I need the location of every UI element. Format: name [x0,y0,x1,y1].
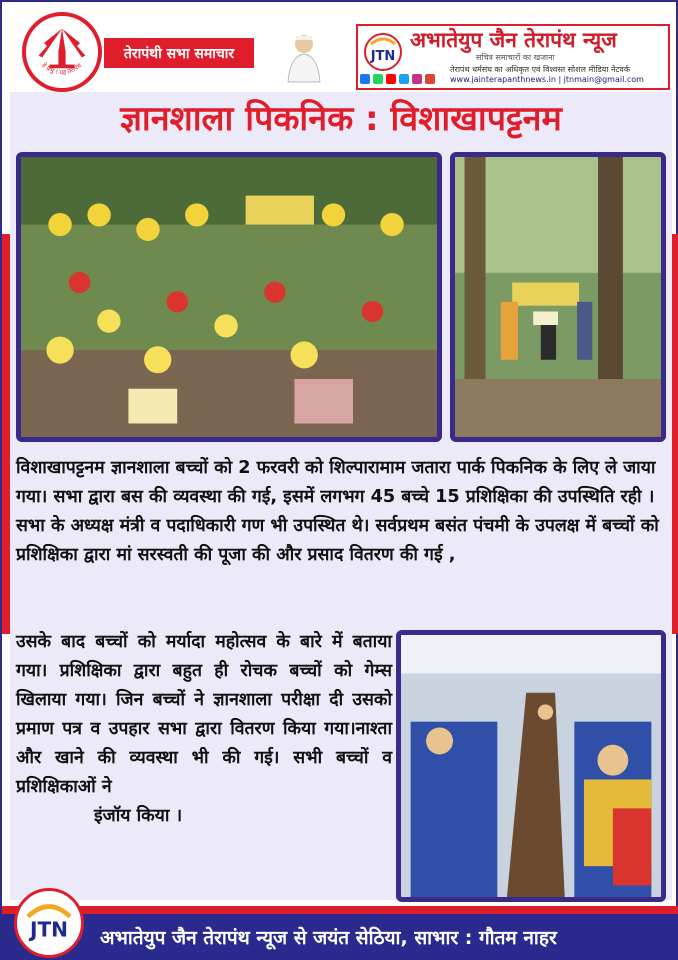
jtn-header-box [356,24,670,90]
logo-caption: हे प्रभु ! यह तेरापंथ [40,61,83,77]
social-icons [360,74,435,84]
group-photo [16,152,442,442]
article-paragraph-2-end: इंजॉय किया । [94,806,183,826]
bus-photo [396,630,666,902]
youtube-icon[interactable] [386,74,396,84]
page-title: ज्ञानशाला पिकनिक : विशाखापट्टनम [120,99,562,139]
footer-red-strip [2,906,678,914]
jtn-title: अभातेयुप जैन तेरापंथ न्यूज [410,27,617,52]
article-paragraph-2-text: उसके बाद बच्चों को मर्यादा महोत्सव के बारे में बताया गया। प्रशिक्षिका द्वारा बहुत ही रोचक बच्चों को गेम्स खिलाया गया। जिन बच्चों ने ज्ञानशाला परीक्षा दी उसको प्रमाण पत्र व उपहार सभा द्वारा वितरण किया गया।नाश्ता और खाने की व्यवस्था भी की गई। सभी बच्चों व प्रशिक्षिकाओं ने [16,632,392,797]
bus-photo-image [401,635,661,897]
left-red-bar [2,234,10,634]
footer-credit: अभातेयुप जैन तेरापंथ न्यूज से जयंत सेठिया, साभार : गौतम नाहर [100,927,557,949]
footer-logo-text: JTN [29,917,69,942]
terapanth-emblem-icon [26,16,98,88]
right-red-bar [672,234,678,634]
certificate-photo [450,152,666,442]
whatsapp-icon[interactable] [373,74,383,84]
certificate-photo-image [455,157,661,437]
jtn-tagline: सचित्र समाचारों का खजाना [476,53,555,62]
sabha-samachar-banner: तेरापंथी सभा समाचार [104,38,254,68]
header [10,8,672,90]
jtn-logo-icon [362,32,404,72]
jtn-website: www.jainterapanthnews.in | jtnmain@gmail.com [450,75,644,84]
facebook-icon[interactable] [360,74,370,84]
google-plus-icon[interactable] [425,74,435,84]
acharya-portrait-icon [282,28,326,84]
article-paragraph-2 [16,628,392,831]
twitter-icon[interactable] [399,74,409,84]
group-photo-image [21,157,437,437]
instagram-icon[interactable] [412,74,422,84]
footer-jtn-logo-icon [17,891,81,955]
jtn-logo-text: JTN [370,49,396,64]
jtn-subtitle: तेरापंथ धर्मसंघ का अधिकृत एवं विश्वस्त सोशल मीडिया नेटवर्क [450,65,631,74]
terapanth-logo [22,12,102,92]
article-paragraph-1: विशाखापट्टनम ज्ञानशाला बच्चों को 2 फरवरी को शिल्पारामाम जतारा पार्क पिकनिक के लिए ले जाया गया। सभा द्वारा बस की व्यवस्था की गई, इसमें लगभग 45 बच्चे 15 प्रशिक्षिका की उपस्थिति रही । सभा के अध्यक्ष मंत्री व पदाधिकारी गण भी उपस्थित थे। सर्वप्रथम बसंत पंचमी के उपलक्ष में बच्चों को प्रशिक्षिका द्वारा मां सरस्वती की पूजा की और प्रसाद वितरण की गई , [16,458,659,565]
acharya-portrait [282,28,326,84]
footer-jtn-logo [14,888,84,958]
